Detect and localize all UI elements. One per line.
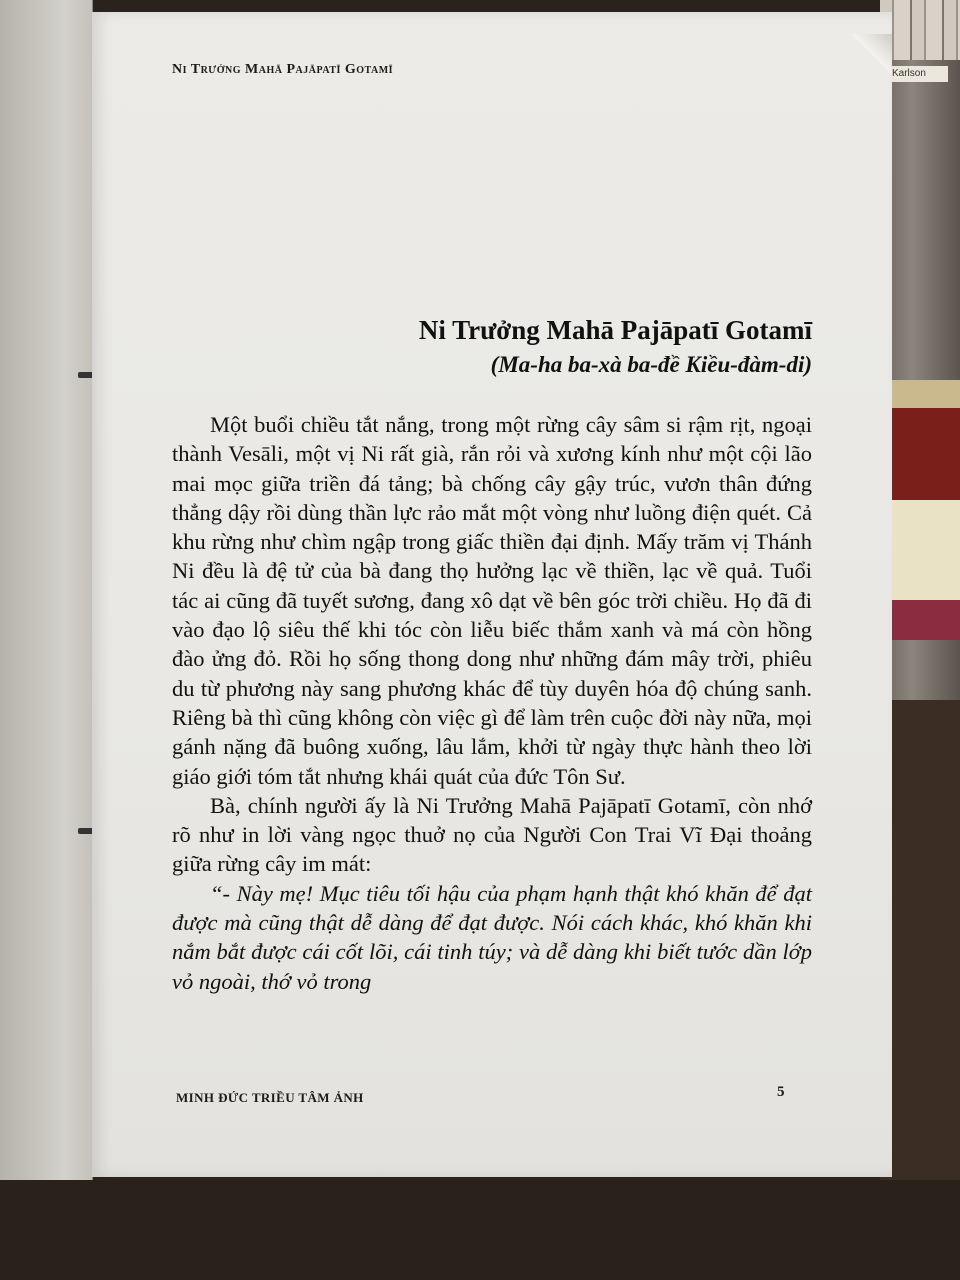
book-page: [92, 12, 892, 1177]
running-head: Ni Trưởng Mahā Pajāpatī Gotamī: [172, 62, 394, 77]
left-page-edge: [0, 0, 93, 1180]
background-book-maroon: [890, 600, 960, 640]
background-book-cream: [890, 500, 960, 600]
background-book-spines: [880, 0, 960, 60]
background-book-label: Karlson: [888, 66, 948, 82]
background-book-band: [890, 380, 960, 408]
chapter-title: Ni Trưởng Mahā Pajāpatī Gotamī: [418, 315, 812, 345]
quote-paragraph: “- Này mẹ! Mục tiêu tối hậu của phạm hạnh thật khó khăn để đạt được mà cũng thật dễ dàng để đạt được. Nói cách khác, khó khăn khi nắm bắt được cái cốt lõi, cái tinh túy; và dễ dàng khi biết tước dần lớp vỏ ngoài, thớ vỏ trong: [172, 880, 812, 994]
page-corner-fold: [852, 34, 892, 74]
footer-author: MINH ĐỨC TRIỀU TÂM ẢNH: [176, 1090, 364, 1105]
background-surface: [0, 1180, 960, 1280]
paragraph: Một buổi chiều tắt nắng, trong một rừng cây sâm si rậm rịt, ngoại thành Vesāli, một vị Ni rất già, rắn rỏi và xương kính như một cội lão mai mọc giữa triền đá tảng; bà chống cây gậy trúc, vươn thân đứng thẳng dậy rồi dùng thần lực rảo mắt một vòng như luồng điện quét. Cả khu rừng như chìm ngập trong giấc thiền đại định. Mấy trăm vị Thánh Ni đều là đệ tử của bà đang thọ hưởng lạc về thiền, lạc về quả. Tuổi tác ai cũng đã tuyết sương, đang xô dạt về bên góc trời chiều. Họ đã đi vào đạo lộ siêu thế khi tóc còn liễu biếc thắm xanh và má còn hồng đào ửng đỏ. Rồi họ sống thong dong như những đám mây trời, phiêu du từ phương này sang phương khác để tùy duyên hóa độ chúng sanh. Riêng bà thì cũng không còn việc gì để làm trên cuộc đời này nữa, mọi gánh nặng đã buông xuống, lâu lắm, khởi từ ngày thực hành theo lời giáo giới tóm tắt nhưng khái quát của đức Tôn Sư.: [172, 412, 812, 789]
paragraph: Bà, chính người ấy là Ni Trưởng Mahā Pajāpatī Gotamī, còn nhớ rõ như in lời vàng ngọc thuở nọ của Người Con Trai Vĩ Đại thoảng giữa rừng cây im mát:: [172, 792, 812, 877]
chapter-subtitle: (Ma-ha ba-xà ba-đề Kiều-đàm-di): [490, 352, 812, 377]
page-number: 5: [777, 1084, 785, 1100]
body-text: [172, 410, 812, 996]
